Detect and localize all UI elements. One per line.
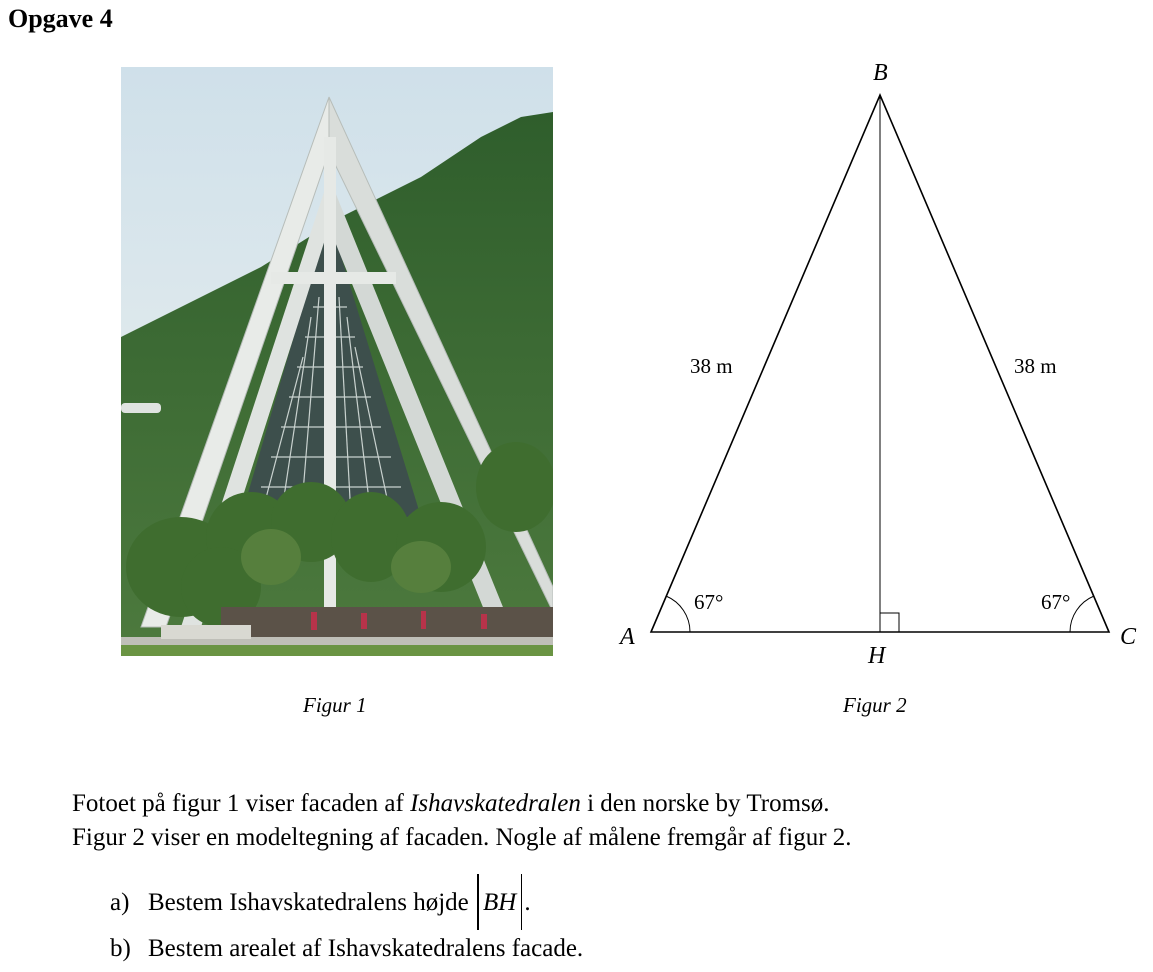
angle-c-label: 67° <box>1041 590 1071 614</box>
vertex-label-c: C <box>1120 624 1137 650</box>
angle-arc-a <box>666 596 690 632</box>
figure-1-caption: Figur 1 <box>303 693 367 717</box>
task-a-text: Bestem Ishavskatedralens højde <box>148 889 475 916</box>
intro-line-1 <box>72 787 852 821</box>
task-b <box>110 926 583 972</box>
exercise-heading: Opgave 4 <box>8 4 113 33</box>
angle-a-label: 67° <box>694 590 724 614</box>
vertex-label-a: A <box>620 624 635 650</box>
intro-text <box>72 787 852 855</box>
task-a-end: . <box>524 889 531 916</box>
side-bc-label: 38 m <box>1014 354 1057 378</box>
triangle-diagram <box>600 50 1153 690</box>
task-b-text: Bestem arealet af Ishavskatedralens facade. <box>148 935 584 962</box>
vertex-label-b: B <box>873 60 888 86</box>
vertex-label-h: H <box>868 643 886 669</box>
cathedral-name: Ishavskatedralen <box>410 790 581 817</box>
side-ab-label: 38 m <box>690 354 733 378</box>
length-bh-expression: BH <box>475 880 524 926</box>
figure-2-caption: Figur 2 <box>843 693 907 717</box>
task-list <box>110 880 583 972</box>
angle-arc-c <box>1070 596 1094 632</box>
task-a-label: a) <box>110 889 130 916</box>
intro-line-1-end: i den norske by Tromsø. <box>580 790 830 817</box>
task-a <box>110 880 583 926</box>
intro-line-2: Figur 2 viser en modeltegning af facaden. Nogle af målene fremgår af figur 2. <box>72 824 852 851</box>
task-b-label: b) <box>110 935 131 962</box>
intro-line-1-start: Fotoet på figur 1 viser facaden af <box>72 790 411 817</box>
cathedral-photo <box>121 67 553 656</box>
right-angle-marker <box>880 613 899 632</box>
